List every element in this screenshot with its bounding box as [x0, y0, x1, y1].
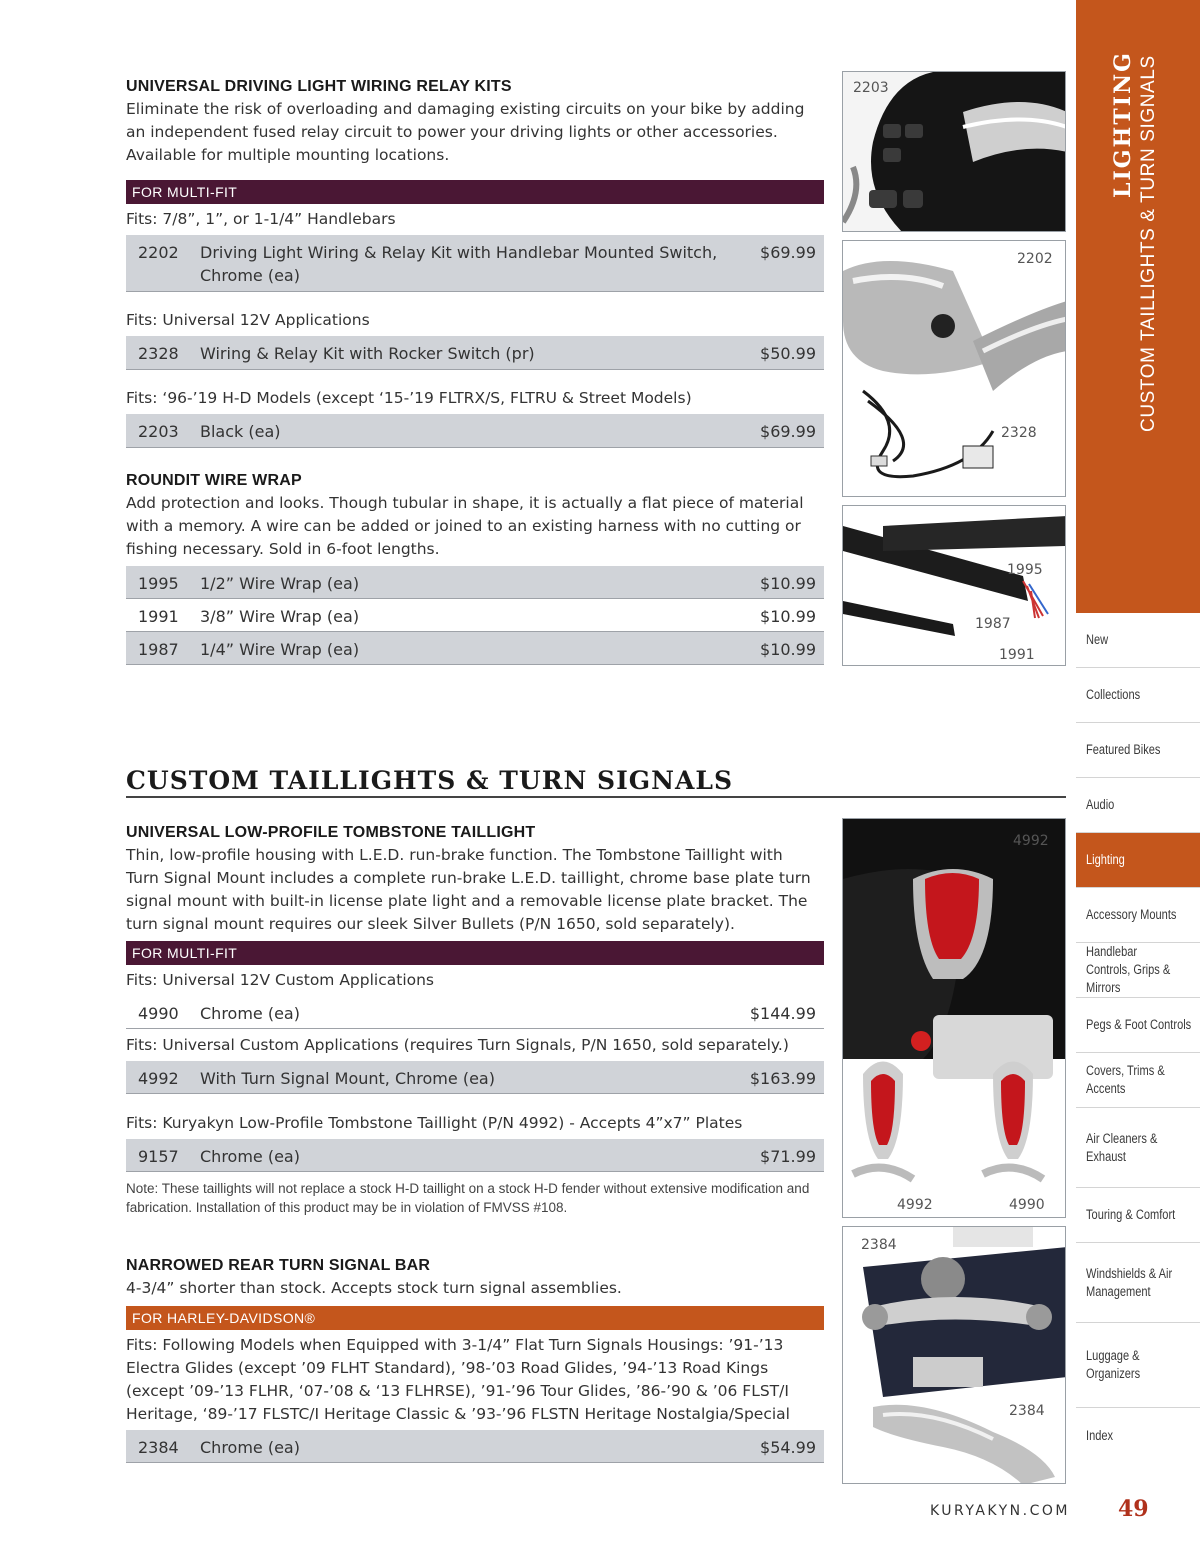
sidebar-item-handlebar-controls[interactable]: Handlebar Controls, Grips & Mirrors: [1076, 943, 1200, 998]
sidebar-item-touring-comfort[interactable]: Touring & Comfort: [1076, 1188, 1200, 1243]
sidebar-item-collections[interactable]: Collections: [1076, 668, 1200, 723]
tombstone-fits-12v: Fits: Universal 12V Custom Applications: [126, 971, 435, 989]
part-price: $69.99: [760, 243, 816, 262]
product-image-2202-2328: [842, 240, 1066, 497]
product-row-1987: [126, 632, 824, 665]
signal-bar-title: NARROWED REAR TURN SIGNAL BAR: [126, 1257, 431, 1274]
sidebar-item-accessory-mounts[interactable]: Accessory Mounts: [1076, 888, 1200, 943]
wrap-title: ROUNDIT WIRE WRAP: [126, 472, 302, 489]
signal-bar-description: 4-3/4” shorter than stock. Accepts stock turn signal assemblies.: [126, 1279, 622, 1297]
sidebar-item-index[interactable]: Index: [1086, 1427, 1114, 1443]
part-number: 1995: [138, 574, 179, 593]
relay-fitment-band: FOR MULTI-FIT: [126, 180, 824, 204]
part-number: 2384: [138, 1438, 179, 1457]
product-image-2203: [842, 71, 1066, 232]
tombstone-fits-plates: Fits: Kuryakyn Low-Profile Tombstone Taillight (P/N 4992) - Accepts 4”x7” Plates: [126, 1114, 743, 1132]
image-label: 4992: [1013, 833, 1049, 849]
image-label: 1987: [975, 616, 1011, 632]
product-row-2384: [126, 1430, 824, 1463]
signal-bar-fitment-band: FOR HARLEY-DAVIDSON®: [126, 1306, 824, 1330]
part-description: Wiring & Relay Kit with Rocker Switch (pr): [200, 344, 535, 363]
sidebar-item-lighting[interactable]: Lighting: [1076, 833, 1200, 888]
part-number: 4992: [138, 1069, 179, 1088]
part-price: $71.99: [760, 1147, 816, 1166]
part-description: Driving Light Wiring & Relay Kit with Handlebar Mounted Switch, Chrome (ea): [200, 243, 718, 285]
image-label: 2203: [853, 80, 889, 96]
tombstone-title: UNIVERSAL LOW-PROFILE TOMBSTONE TAILLIGHT: [126, 824, 536, 841]
sidebar-vertical-titles: [1076, 0, 1200, 613]
part-description: Black (ea): [200, 422, 281, 441]
product-row-2202: [126, 235, 824, 292]
tombstone-description: Thin, low-profile housing with L.E.D. run-brake function. The Tombstone Taillight with Turn Signal Mount includes a complete run-brake L.E.D. taillight, chrome base plate turn signal mount with built-in license plate light and a removable license plate bracket. The turn signal mount requires our sleek Silver Bullets (P/N 1650, sold separately).: [126, 846, 811, 933]
product-image-wire-wrap: [842, 505, 1066, 666]
image-label: 2328: [1001, 425, 1037, 441]
part-description: 3/8” Wire Wrap (ea): [200, 607, 360, 626]
part-price: $10.99: [760, 640, 816, 659]
product-row-2328: [126, 336, 824, 370]
image-label: 2202: [1017, 251, 1053, 267]
part-number: 1991: [138, 607, 179, 626]
part-description: Chrome (ea): [200, 1438, 300, 1457]
tombstone-fits-custom: Fits: Universal Custom Applications (requires Turn Signals, P/N 1650, sold separately.): [126, 1036, 789, 1054]
image-label: 4990: [1009, 1197, 1045, 1213]
section-title: CUSTOM TAILLIGHTS & TURN SIGNALS: [126, 766, 734, 795]
image-label: 4992: [897, 1197, 933, 1213]
part-price: $10.99: [760, 607, 816, 626]
part-price: $163.99: [749, 1069, 816, 1088]
part-description: Chrome (ea): [200, 1147, 300, 1166]
relay-title: UNIVERSAL DRIVING LIGHT WIRING RELAY KITS: [126, 78, 512, 95]
part-number: 4990: [138, 1004, 179, 1023]
part-price: $69.99: [760, 422, 816, 441]
part-number: 2328: [138, 344, 179, 363]
part-price: $10.99: [760, 574, 816, 593]
tombstone-note: Note: These taillights will not replace a stock H-D taillight on a stock H-D fender without extensive modification and fabrication. Installation of this product may be in violation of FMVSS #108.: [126, 1181, 810, 1215]
part-price: $144.99: [749, 1004, 816, 1023]
product-image-2384: [842, 1226, 1066, 1484]
sidebar-item-covers-trims[interactable]: Covers, Trims & Accents: [1076, 1053, 1200, 1108]
image-label: 1991: [999, 647, 1035, 663]
product-row-4992: [126, 1061, 824, 1094]
sidebar-subheading: CUSTOM TAILLIGHTS & TURN SIGNALS: [1138, 55, 1159, 432]
sidebar-item-air-cleaners[interactable]: Air Cleaners & Exhaust: [1076, 1108, 1200, 1188]
relay-fits-hd: Fits: ‘96-’19 H-D Models (except ‘15-’19 FLTRX/S, FLTRU & Street Models): [126, 389, 692, 407]
product-row-1995: [126, 566, 824, 599]
part-description: With Turn Signal Mount, Chrome (ea): [200, 1069, 495, 1088]
sidebar-item-luggage[interactable]: Luggage & Organizers: [1076, 1323, 1200, 1408]
sidebar-nav: [1076, 613, 1200, 1493]
part-price: $54.99: [760, 1438, 816, 1457]
sidebar-heading: LIGHTING: [1110, 51, 1136, 198]
relay-fits-handlebars: Fits: 7/8”, 1”, or 1-1/4” Handlebars: [126, 210, 396, 228]
tombstone-fitment-band: FOR MULTI-FIT: [126, 941, 824, 965]
part-price: $50.99: [760, 344, 816, 363]
sidebar-item-pegs-foot-controls[interactable]: Pegs & Foot Controls: [1076, 998, 1200, 1053]
sidebar-item-audio[interactable]: Audio: [1076, 778, 1200, 833]
sidebar-item-windshields[interactable]: Windshields & Air Management: [1076, 1243, 1200, 1323]
wrap-description: Add protection and looks. Though tubular in shape, it is actually a flat piece of material with a memory. A wire can be added or joined to an existing harness with no cutting or fishing necessary. Sold in 6-foot lengths.: [126, 494, 804, 558]
part-description: 1/4” Wire Wrap (ea): [200, 640, 360, 659]
part-number: 2202: [138, 243, 179, 262]
product-row-1991: [126, 599, 824, 632]
sidebar-item-new[interactable]: New: [1076, 613, 1200, 668]
part-number: 9157: [138, 1147, 179, 1166]
part-description: Chrome (ea): [200, 1004, 300, 1023]
product-row-4990: [126, 996, 824, 1029]
signal-bar-fits: Fits: Following Models when Equipped with 3-1/4” Flat Turn Signals Housings: ’91-’13 Electra Glides (except ’09 FLHT Standard), ’98-’03 Road Glides, ’94-’13 Road Kings (except ’09-’13 FLHR, ‘07-’08 & ‘13 FLHRSE), ’91-’96 Tour Glides, ’86-’90 & ’06 FLST/I Heritage, ‘89-’17 FLSTC/I Heritage Classic & ’93-’96 FLSTN Heritage Nostalgia/Special: [126, 1336, 790, 1423]
product-row-9157: [126, 1139, 824, 1172]
part-number: 1987: [138, 640, 179, 659]
relay-fits-universal: Fits: Universal 12V Applications: [126, 311, 370, 329]
section-divider: [126, 796, 1066, 798]
footer-url[interactable]: KURYAKYN.COM: [930, 1503, 1070, 1519]
part-number: 2203: [138, 422, 179, 441]
image-label: 1995: [1007, 562, 1043, 578]
page-number: 49: [1118, 1496, 1149, 1522]
relay-description: Eliminate the risk of overloading and damaging existing circuits on your bike by adding an independent fused relay circuit to power your driving lights or other accessories. Available for multiple mounting locations.: [126, 100, 805, 164]
image-label: 2384: [861, 1237, 897, 1253]
image-label: 2384: [1009, 1403, 1045, 1419]
part-description: 1/2” Wire Wrap (ea): [200, 574, 360, 593]
sidebar-item-featured-bikes[interactable]: Featured Bikes: [1076, 723, 1200, 778]
product-image-tombstone: [842, 818, 1066, 1218]
product-row-2203: [126, 414, 824, 448]
